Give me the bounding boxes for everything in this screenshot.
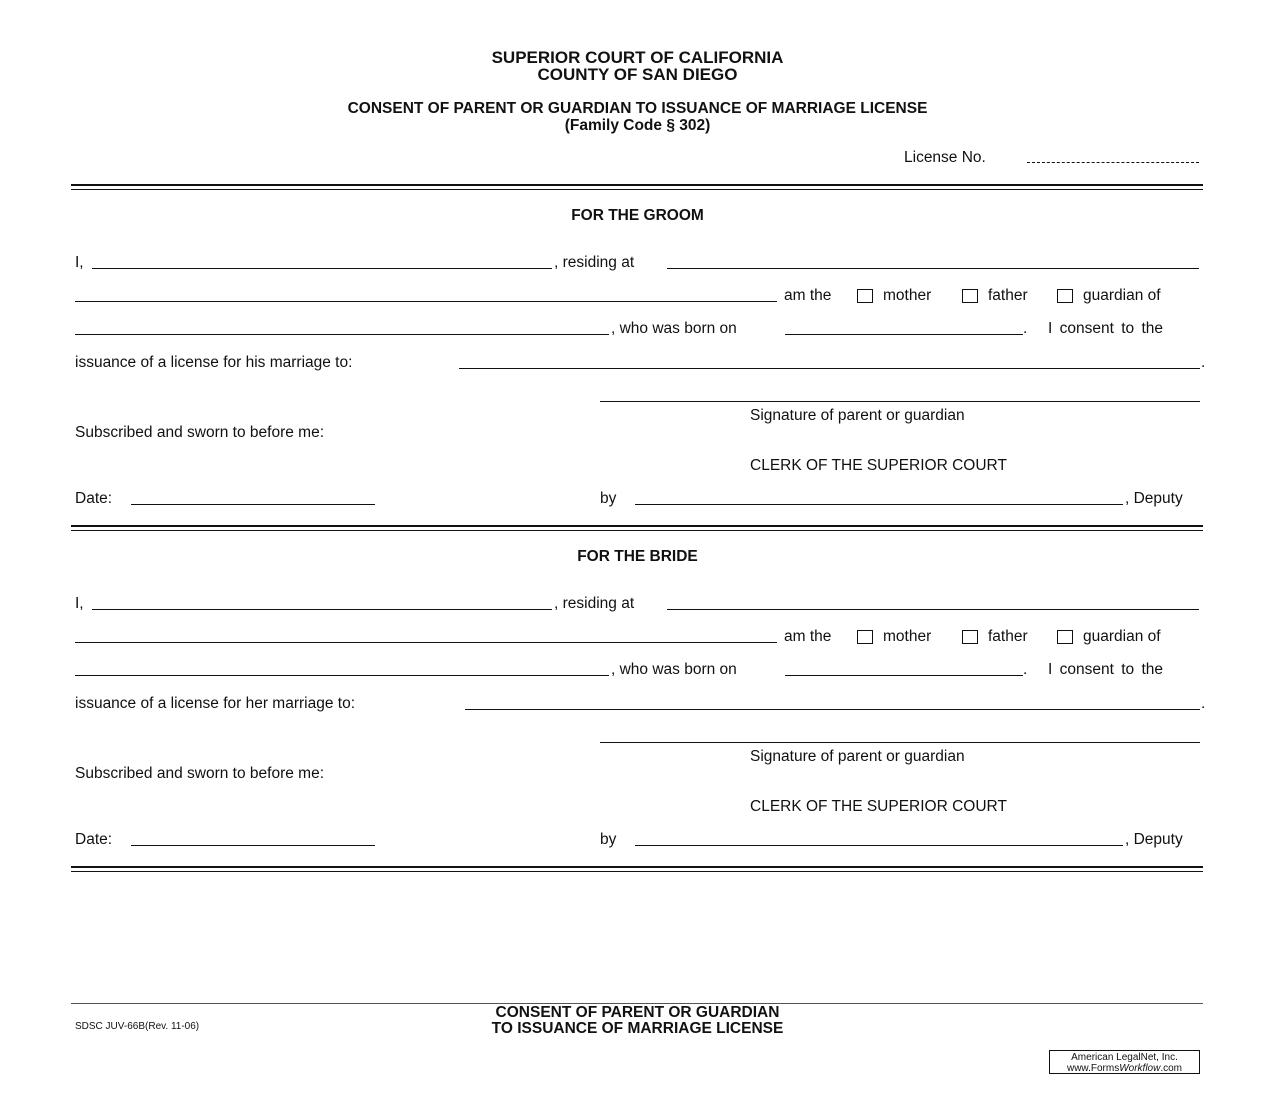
issuance-label: issuance of a license for his marriage to: bbox=[75, 354, 353, 371]
bottom-rule-thin bbox=[71, 871, 1203, 872]
clerk-label: CLERK OF THE SUPERIOR COURT bbox=[750, 798, 1007, 815]
address-field[interactable] bbox=[667, 268, 1199, 269]
period: . bbox=[1201, 695, 1206, 712]
mother-checkbox[interactable] bbox=[857, 289, 873, 303]
spouse-name-field[interactable] bbox=[465, 709, 1200, 710]
signature-label: Signature of parent or guardian bbox=[750, 407, 965, 424]
minor-name-field[interactable] bbox=[75, 675, 609, 676]
form-title: CONSENT OF PARENT OR GUARDIAN TO ISSUANCE OF MARRIAGE LICENSE bbox=[347, 100, 928, 117]
date-label: Date: bbox=[75, 831, 113, 848]
issuance-label: issuance of a license for her marriage to: bbox=[75, 695, 355, 712]
am-the-label: am the bbox=[784, 628, 832, 645]
birth-date-field[interactable] bbox=[785, 334, 1023, 335]
by-label: by bbox=[600, 490, 617, 507]
period: . bbox=[1201, 354, 1206, 371]
i-label: I, bbox=[75, 254, 84, 271]
court-name: SUPERIOR COURT OF CALIFORNIA bbox=[491, 48, 784, 67]
minor-name-field[interactable] bbox=[75, 334, 609, 335]
father-label: father bbox=[988, 628, 1028, 645]
clerk-label: CLERK OF THE SUPERIOR COURT bbox=[750, 457, 1007, 474]
deputy-label: , Deputy bbox=[1125, 831, 1183, 848]
signature-label: Signature of parent or guardian bbox=[750, 748, 965, 765]
deputy-signature-field[interactable] bbox=[635, 845, 1123, 846]
residing-label: , residing at bbox=[554, 595, 635, 612]
signature-field[interactable] bbox=[600, 742, 1200, 743]
bottom-rule bbox=[71, 866, 1203, 868]
publisher-name: American LegalNet, Inc. bbox=[1071, 1052, 1178, 1063]
section-divider-thin bbox=[71, 530, 1203, 531]
family-code: (Family Code § 302) bbox=[564, 117, 711, 134]
address-field-line2[interactable] bbox=[75, 301, 777, 302]
parent-name-field[interactable] bbox=[92, 268, 552, 269]
publisher-site bbox=[1050, 1063, 1199, 1074]
born-label: , who was born on bbox=[611, 320, 737, 337]
period: . bbox=[1023, 661, 1028, 678]
guardian-of-label: guardian of bbox=[1083, 628, 1161, 645]
mother-label: mother bbox=[883, 628, 932, 645]
publisher-badge bbox=[1049, 1050, 1200, 1074]
deputy-label: , Deputy bbox=[1125, 490, 1183, 507]
i-label: I, bbox=[75, 595, 84, 612]
license-no-field[interactable] bbox=[1027, 162, 1199, 163]
signature-field[interactable] bbox=[600, 401, 1200, 402]
section-divider bbox=[71, 525, 1203, 527]
site-suffix: .com bbox=[1160, 1063, 1183, 1074]
address-field-line2[interactable] bbox=[75, 642, 777, 643]
parent-name-field[interactable] bbox=[92, 609, 552, 610]
residing-label: , residing at bbox=[554, 254, 635, 271]
site-italic: Workflow bbox=[1119, 1063, 1161, 1074]
period: . bbox=[1023, 320, 1028, 337]
mother-checkbox[interactable] bbox=[857, 630, 873, 644]
date-label: Date: bbox=[75, 490, 113, 507]
guardian-checkbox[interactable] bbox=[1057, 630, 1073, 644]
am-the-label: am the bbox=[784, 287, 832, 304]
father-checkbox[interactable] bbox=[962, 289, 978, 303]
site-prefix: www.Forms bbox=[1066, 1063, 1120, 1074]
father-label: father bbox=[988, 287, 1028, 304]
footer-title-line1: CONSENT OF PARENT OR GUARDIAN bbox=[495, 1004, 780, 1021]
sworn-label: Subscribed and sworn to before me: bbox=[75, 424, 324, 441]
address-field[interactable] bbox=[667, 609, 1199, 610]
consent-label: I consent to the bbox=[1048, 661, 1163, 678]
deputy-signature-field[interactable] bbox=[635, 504, 1123, 505]
bride-section-title: FOR THE BRIDE bbox=[577, 548, 698, 565]
born-label: , who was born on bbox=[611, 661, 737, 678]
groom-section-title: FOR THE GROOM bbox=[571, 207, 704, 224]
form-id: SDSC JUV-66B(Rev. 11-06) bbox=[75, 1021, 200, 1032]
license-no-label: License No. bbox=[904, 149, 986, 166]
birth-date-field[interactable] bbox=[785, 675, 1023, 676]
father-checkbox[interactable] bbox=[962, 630, 978, 644]
guardian-checkbox[interactable] bbox=[1057, 289, 1073, 303]
footer-title-line2: TO ISSUANCE OF MARRIAGE LICENSE bbox=[491, 1020, 784, 1037]
sworn-label: Subscribed and sworn to before me: bbox=[75, 765, 324, 782]
county-name: COUNTY OF SAN DIEGO bbox=[537, 65, 738, 84]
consent-label: I consent to the bbox=[1048, 320, 1163, 337]
top-rule bbox=[71, 184, 1203, 186]
top-rule-thin bbox=[71, 189, 1203, 190]
mother-label: mother bbox=[883, 287, 932, 304]
guardian-of-label: guardian of bbox=[1083, 287, 1161, 304]
date-field[interactable] bbox=[131, 504, 375, 505]
spouse-name-field[interactable] bbox=[459, 368, 1200, 369]
date-field[interactable] bbox=[131, 845, 375, 846]
by-label: by bbox=[600, 831, 617, 848]
